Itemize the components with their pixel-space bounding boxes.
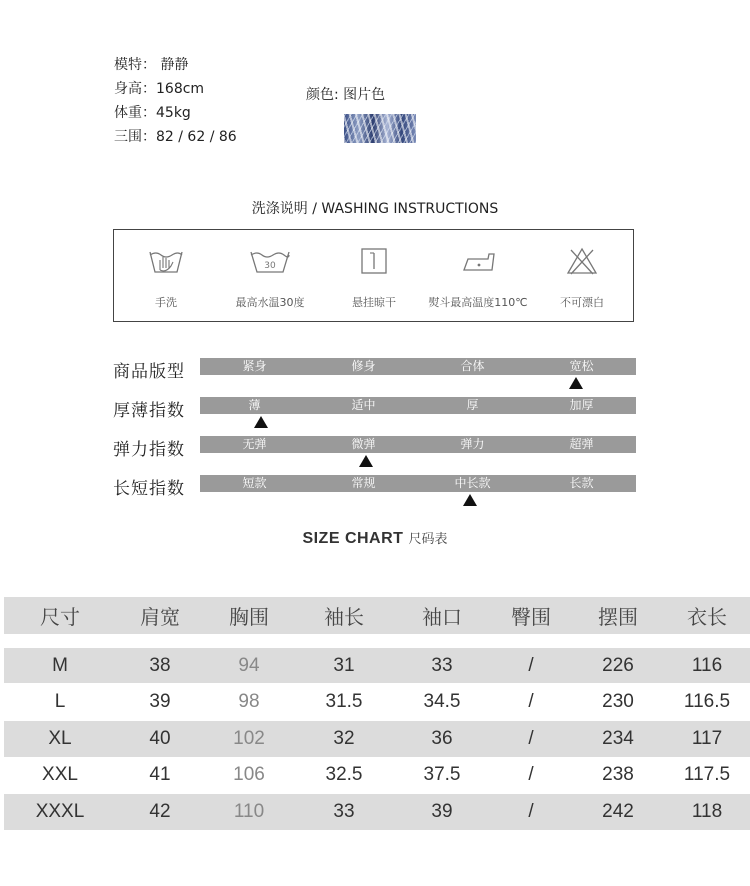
table-cell: / (528, 654, 534, 676)
table-row (4, 757, 750, 793)
wash-label: 手洗 (155, 296, 177, 309)
index-option: 微弹 (351, 437, 376, 451)
index-option: 厚 (466, 398, 479, 412)
table-cell: 116.5 (683, 691, 731, 712)
washing-box (113, 229, 634, 322)
table-cell: 37.5 (423, 764, 461, 785)
table-cell: 33 (333, 801, 355, 822)
index-label-thickness: 厚薄指数 (113, 401, 185, 421)
table-header-cell: 袖口 (422, 605, 462, 629)
index-option: 薄 (248, 398, 261, 412)
table-header-row (4, 597, 750, 634)
hand-wash-icon (146, 246, 186, 276)
table-cell: 94 (238, 654, 260, 676)
index-option: 合体 (460, 359, 485, 373)
table-header-cell: 臀围 (511, 605, 551, 629)
table-row (4, 721, 750, 757)
wash-30-badge: 30 (264, 261, 276, 271)
index-option: 弹力 (460, 437, 485, 451)
index-option: 紧身 (242, 359, 267, 373)
wash-label: 悬挂晾干 (352, 296, 396, 309)
wash-label: 熨斗最高温度110℃ (428, 296, 528, 309)
wash-label: 不可漂白 (560, 296, 604, 309)
table-row (4, 794, 750, 830)
hang-dry-icon (359, 246, 389, 276)
index-bar-fit (200, 358, 636, 375)
table-cell: 106 (233, 764, 265, 785)
model-height: 身高：168cm (114, 81, 205, 97)
selection-marker-icon (359, 455, 373, 467)
index-option: 长款 (569, 476, 594, 490)
table-cell: 118 (691, 801, 723, 822)
table-header-cell: 肩宽 (140, 605, 180, 629)
wash-item-no-bleach (530, 230, 634, 323)
selection-marker-icon (254, 416, 268, 428)
table-cell: 38 (149, 654, 171, 676)
table-cell: 31.5 (325, 691, 363, 712)
index-option: 常规 (351, 476, 376, 490)
iron-icon (458, 246, 498, 276)
table-cell: 34.5 (423, 691, 461, 712)
table-header-cell: 摆围 (598, 605, 638, 629)
wash-30-icon (248, 246, 292, 276)
table-cell: M (52, 654, 68, 676)
table-cell: 31 (333, 654, 355, 676)
no-bleach-icon (565, 246, 599, 276)
index-option: 无弹 (242, 437, 267, 451)
table-cell: / (528, 728, 534, 749)
index-option: 宽松 (569, 359, 594, 373)
index-label-fit: 商品版型 (113, 362, 185, 382)
table-row (4, 648, 750, 683)
table-cell: 41 (149, 764, 171, 785)
table-cell: 39 (149, 691, 171, 712)
table-cell: 32.5 (325, 764, 363, 785)
table-header-cell: 胸围 (229, 605, 269, 629)
table-cell: / (528, 691, 534, 712)
table-cell: 32 (333, 728, 355, 749)
table-cell: XXXL (35, 801, 85, 822)
table-cell: 234 (602, 728, 634, 749)
table-cell: 39 (431, 801, 453, 822)
table-cell: 238 (602, 764, 634, 785)
wash-item-30 (218, 230, 322, 323)
table-cell: / (528, 801, 534, 822)
selection-marker-icon (463, 494, 477, 506)
index-option: 超弹 (569, 437, 594, 451)
table-cell: / (528, 764, 534, 785)
model-weight: 体重：45kg (114, 105, 191, 121)
table-cell: 36 (431, 728, 453, 749)
table-header-cell: 衣长 (687, 605, 727, 629)
table-cell: 102 (233, 728, 265, 749)
table-cell: 42 (149, 801, 171, 822)
index-label-length: 长短指数 (113, 479, 185, 499)
table-cell: 117 (691, 728, 723, 749)
table-cell: 98 (238, 691, 260, 712)
table-cell: L (54, 691, 66, 712)
index-option: 短款 (242, 476, 267, 490)
size-chart-title-en: SIZE CHART (302, 530, 404, 547)
wash-label: 最高水温30度 (235, 296, 305, 309)
table-cell: 110 (233, 801, 265, 822)
table-cell: 242 (602, 801, 634, 822)
model-measurements: 三围：82 / 62 / 86 (114, 129, 237, 145)
index-bar-elasticity (200, 436, 636, 453)
index-label-elasticity: 弹力指数 (113, 440, 185, 460)
color-swatch (344, 114, 416, 143)
model-name: 模特： 静静 (114, 57, 189, 73)
table-cell: XXL (42, 764, 78, 785)
selection-marker-icon (569, 377, 583, 389)
table-cell: XL (48, 728, 72, 749)
table-cell: 230 (602, 691, 634, 712)
index-option: 适中 (351, 398, 376, 412)
index-bar-thickness (200, 397, 636, 414)
wash-item-iron (426, 230, 530, 323)
index-option: 修身 (351, 359, 376, 373)
table-cell: 33 (431, 654, 453, 676)
size-chart-title-cn: 尺码表 (408, 532, 448, 547)
table-row (4, 684, 750, 720)
size-chart-title (0, 528, 750, 548)
color-label: 颜色: 图片色 (306, 87, 386, 103)
table-header-cell: 尺寸 (40, 605, 80, 629)
wash-item-hang-dry (322, 230, 426, 323)
table-cell: 117.5 (683, 764, 731, 785)
washing-title: 洗涤说明 / WASHING INSTRUCTIONS (251, 201, 499, 217)
table-cell: 226 (602, 654, 634, 676)
index-option: 加厚 (569, 398, 594, 412)
table-cell: 40 (149, 728, 171, 749)
index-bar-length (200, 475, 636, 492)
table-header-cell: 袖长 (324, 605, 364, 629)
index-option: 中长款 (454, 476, 491, 490)
wash-item-hand-wash (114, 230, 218, 323)
table-cell: 116 (691, 654, 723, 676)
